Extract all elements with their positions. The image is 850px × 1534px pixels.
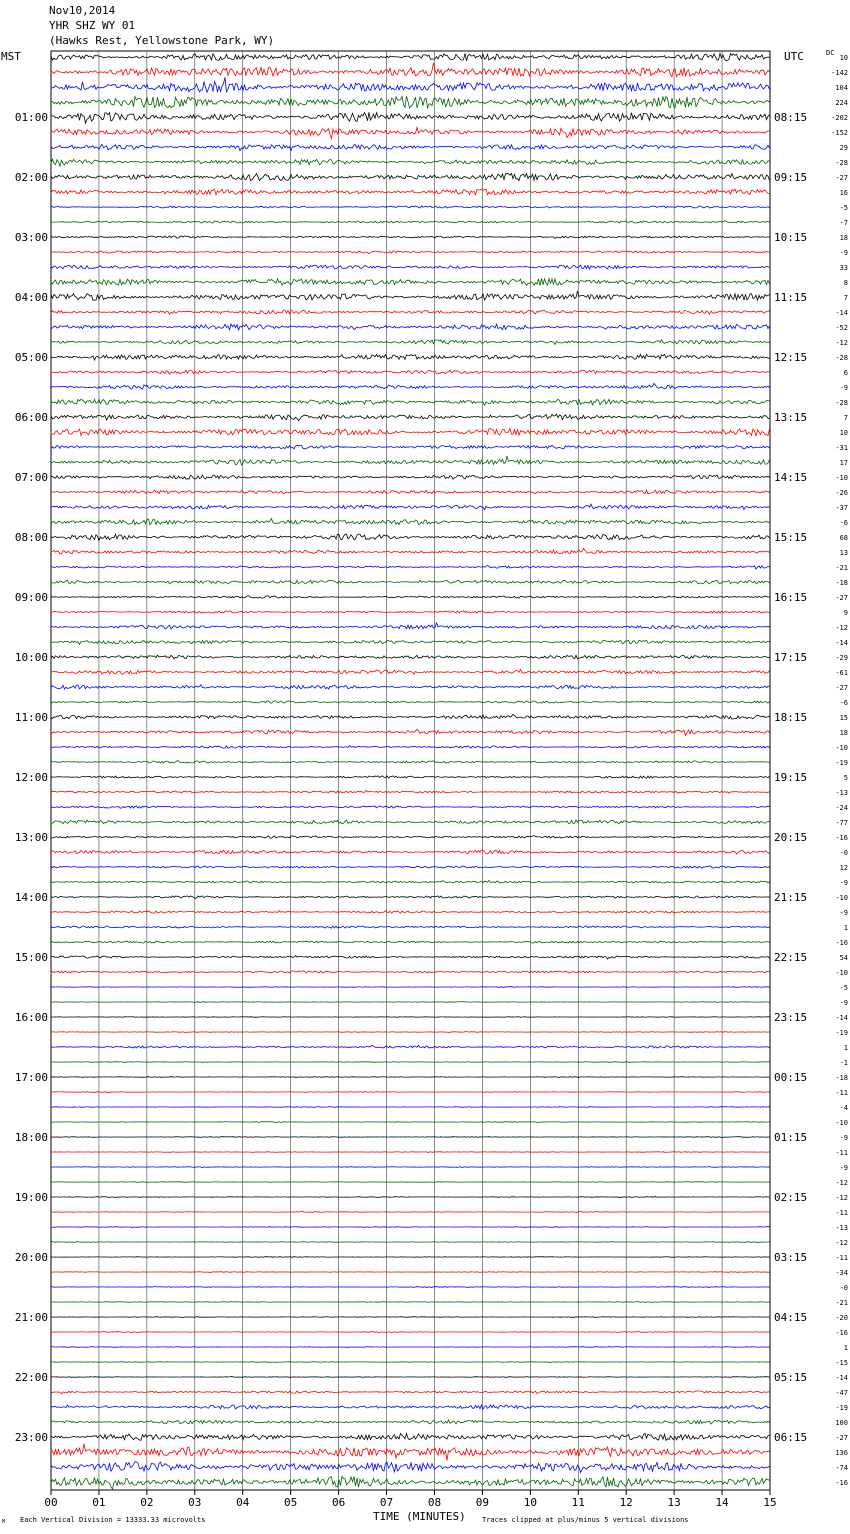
trace-row	[51, 1420, 770, 1424]
trace-row	[51, 1062, 770, 1063]
dc-offset-label: 104	[835, 84, 848, 92]
x-tick-label: 15	[763, 1496, 777, 1509]
dc-offset-label: -142	[831, 69, 848, 77]
mst-hour-label: 04:00	[14, 291, 48, 304]
utc-hour-label: 05:15	[774, 1371, 808, 1384]
mst-hour-label: 01:00	[14, 111, 48, 124]
trace-row	[51, 77, 770, 92]
trace-row	[51, 623, 770, 629]
trace-row	[51, 1182, 770, 1183]
dc-offset-label: -5	[839, 984, 848, 992]
trace-row	[51, 1197, 770, 1198]
station-location: (Hawks Rest, Yellowstone Park, WY)	[49, 34, 275, 47]
dc-offset-label: 18	[839, 729, 848, 737]
dc-offset-label: -37	[835, 504, 848, 512]
dc-offset-label: 54	[839, 954, 848, 962]
dc-offset-label: -202	[831, 114, 848, 122]
trace-row	[51, 456, 770, 465]
trace-row	[51, 701, 770, 703]
trace-row	[51, 127, 770, 138]
dc-offset-label: 16	[839, 189, 848, 197]
x-tick-label: 02	[140, 1496, 154, 1509]
dc-offset-label: -28	[835, 399, 848, 407]
dc-offset-label: 10	[839, 54, 848, 62]
dc-offset-label: -7	[839, 219, 848, 227]
x-tick-label: 00	[44, 1496, 58, 1509]
trace-row	[51, 1272, 770, 1273]
mst-axis-label: MST	[1, 50, 21, 63]
mst-hour-label: 18:00	[14, 1131, 48, 1144]
trace-row	[51, 144, 770, 150]
dc-offset-label: -12	[835, 624, 848, 632]
dc-offset-label: 136	[835, 1449, 848, 1457]
mst-hour-label: 02:00	[14, 171, 48, 184]
utc-hour-label: 19:15	[774, 771, 808, 784]
dc-offset-label: 1	[843, 1344, 848, 1352]
dc-offset-label: 13	[839, 549, 848, 557]
scale-note: Each Vertical Division = 13333.33 microvolts	[20, 1516, 206, 1524]
dc-offset-label: -10	[835, 744, 848, 752]
x-tick-label: 12	[619, 1496, 633, 1509]
dc-offset-label: -28	[835, 159, 848, 167]
trace-row	[51, 221, 770, 224]
dc-offset-label: -152	[831, 129, 848, 137]
trace-row	[51, 1377, 770, 1378]
mst-hour-label: 22:00	[14, 1371, 48, 1384]
trace-row	[51, 566, 770, 570]
trace-row	[51, 1077, 770, 1078]
dc-offset-label: -16	[835, 1329, 848, 1337]
trace-row	[51, 1107, 770, 1108]
dc-offset-label: -27	[835, 1434, 848, 1442]
trace-row	[51, 1122, 770, 1123]
utc-hour-label: 00:15	[774, 1071, 808, 1084]
dc-offset-label: -12	[835, 1194, 848, 1202]
trace-row	[51, 534, 770, 541]
trace-row	[51, 881, 770, 884]
dc-offset-label: -0	[839, 1284, 848, 1292]
mst-hour-label: 08:00	[14, 531, 48, 544]
trace-row	[51, 1462, 770, 1473]
dc-offset-label: -24	[835, 804, 848, 812]
dc-offset-label: -11	[835, 1254, 848, 1262]
trace-row	[51, 519, 770, 525]
dc-offset-label: 100	[835, 1419, 848, 1427]
dc-offset-label: -18	[835, 579, 848, 587]
trace-row	[51, 1002, 770, 1003]
trace-row	[51, 1362, 770, 1363]
dc-offset-label: 224	[835, 99, 848, 107]
utc-hour-label: 21:15	[774, 891, 808, 904]
dc-offset-label: -11	[835, 1209, 848, 1217]
station-channel: YHR SHZ WY 01	[49, 19, 136, 32]
trace-row	[51, 655, 770, 659]
trace-row	[51, 1444, 770, 1461]
trace-row	[51, 611, 770, 613]
trace-row	[51, 1137, 770, 1138]
mst-hour-label: 19:00	[14, 1191, 48, 1204]
x-tick-label: 09	[475, 1496, 490, 1509]
dc-offset-label: 29	[839, 144, 848, 152]
dc-offset-label: -28	[835, 354, 848, 362]
dc-offset-label: 12	[839, 864, 848, 872]
trace-row	[51, 383, 770, 389]
dc-offset-label: -5	[839, 204, 848, 212]
dc-offset-label: -13	[835, 1224, 848, 1232]
x-tick-label: 11	[571, 1496, 585, 1509]
dc-offset-label: 8	[843, 279, 848, 287]
utc-hour-label: 14:15	[774, 471, 808, 484]
utc-hour-label: 02:15	[774, 1191, 808, 1204]
dc-offset-label: -10	[835, 1119, 848, 1127]
dc-offset-label: -16	[835, 1479, 848, 1487]
dc-offset-label: -77	[835, 819, 848, 827]
dc-offset-label: 1	[843, 924, 848, 932]
dc-offset-label: 5	[843, 774, 848, 782]
trace-row	[51, 414, 770, 421]
dc-offset-label: 33	[839, 264, 848, 272]
dc-offset-label: -26	[835, 489, 848, 497]
dc-offset-label: 6	[843, 369, 848, 377]
mst-hour-label: 13:00	[14, 831, 48, 844]
x-tick-label: 06	[331, 1496, 346, 1509]
trace-row	[51, 836, 770, 838]
trace-row	[51, 1317, 770, 1318]
dc-offset-label: -6	[839, 519, 848, 527]
dc-offset-label: -16	[835, 834, 848, 842]
utc-hour-label: 16:15	[774, 591, 808, 604]
dc-offset-label: -6	[839, 699, 848, 707]
dc-offset-label: -19	[835, 1029, 848, 1037]
trace-row	[51, 850, 770, 854]
x-tick-label: 07	[379, 1496, 394, 1509]
x-tick-label: 05	[284, 1496, 298, 1509]
dc-offset-label: 7	[843, 294, 848, 302]
trace-row	[51, 971, 770, 973]
trace-row	[51, 429, 770, 436]
dc-offset-label: 10	[839, 429, 848, 437]
dc-offset-label: -19	[835, 759, 848, 767]
trace-row	[51, 548, 770, 553]
dc-offset-label: -1	[839, 1059, 848, 1067]
utc-hour-label: 18:15	[774, 711, 808, 724]
trace-row	[51, 1476, 770, 1489]
dc-offset-label: -52	[835, 324, 848, 332]
trace-row	[51, 1212, 770, 1213]
trace-row	[51, 1286, 770, 1287]
trace-row	[51, 1242, 770, 1243]
x-tick-label: 03	[188, 1496, 202, 1509]
utc-hour-label: 08:15	[774, 111, 808, 124]
utc-hour-label: 11:15	[774, 291, 808, 304]
utc-hour-label: 15:15	[774, 531, 808, 544]
dc-offset-label: -27	[835, 684, 848, 692]
utc-hour-label: 09:15	[774, 171, 808, 184]
trace-row	[51, 746, 770, 749]
utc-hour-label: 22:15	[774, 951, 808, 964]
trace-row	[51, 340, 770, 345]
dc-offset-label: -9	[839, 384, 848, 392]
trace-row	[51, 941, 770, 943]
trace-row	[51, 399, 770, 405]
dc-offset-label: -20	[835, 1314, 848, 1322]
trace-row	[51, 490, 770, 494]
dc-offset-label: -11	[835, 1149, 848, 1157]
trace-row	[51, 776, 770, 778]
dc-offset-label: -27	[835, 174, 848, 182]
dc-offset-label: -21	[835, 564, 848, 572]
trace-row	[51, 1045, 770, 1048]
utc-hour-label: 01:15	[774, 1131, 808, 1144]
station-date: Nov10,2014	[49, 4, 116, 17]
mst-hour-label: 07:00	[14, 471, 48, 484]
dc-offset-label: -74	[835, 1464, 848, 1472]
trace-row	[51, 596, 770, 598]
trace-row	[51, 173, 770, 180]
trace-row	[51, 761, 770, 763]
utc-axis-label: UTC	[784, 50, 804, 63]
x-tick-label: 01	[92, 1496, 106, 1509]
trace-row	[51, 206, 770, 208]
trace-row	[51, 896, 770, 898]
mst-hour-label: 06:00	[14, 411, 48, 424]
mst-hour-label: 09:00	[14, 591, 48, 604]
trace-row	[51, 1167, 770, 1168]
trace-row	[51, 580, 770, 584]
dc-offset-label: 17	[839, 459, 848, 467]
trace-row	[51, 370, 770, 374]
mst-hour-label: 15:00	[14, 951, 48, 964]
trace-row	[51, 806, 770, 808]
trace-row	[51, 1391, 770, 1394]
trace-row	[51, 866, 770, 868]
trace-row	[51, 354, 770, 360]
trace-row	[51, 53, 770, 60]
trace-row	[51, 911, 770, 914]
dc-offset-label: -10	[835, 969, 848, 977]
trace-row	[51, 1032, 770, 1033]
trace-row	[51, 1152, 770, 1153]
trace-row	[51, 926, 770, 928]
x-tick-label: 10	[523, 1496, 537, 1509]
dc-offset-label: -9	[839, 999, 848, 1007]
dc-offset-label: -10	[835, 474, 848, 482]
dc-label: DC	[826, 49, 835, 57]
trace-row	[51, 445, 770, 449]
trace-row	[51, 1257, 770, 1258]
trace-row	[51, 685, 770, 689]
x-tick-label: 13	[667, 1496, 681, 1509]
trace-row	[51, 640, 770, 644]
trace-row	[51, 475, 770, 479]
trace-row	[51, 324, 770, 330]
dc-offset-label: -9	[839, 249, 848, 257]
mst-hour-label: 16:00	[14, 1011, 48, 1024]
trace-row	[51, 504, 770, 510]
dc-offset-label: 9	[843, 609, 848, 617]
dc-offset-label: 7	[843, 414, 848, 422]
trace-row	[51, 236, 770, 239]
dc-offset-label: -21	[835, 1299, 848, 1307]
utc-hour-label: 06:15	[774, 1431, 808, 1444]
utc-hour-label: 13:15	[774, 411, 808, 424]
dc-offset-label: -10	[835, 894, 848, 902]
dc-offset-label: -18	[835, 1074, 848, 1082]
dc-offset-label: -13	[835, 789, 848, 797]
dc-offset-label: -9	[839, 1164, 848, 1172]
dc-offset-label: -47	[835, 1389, 848, 1397]
dc-offset-label: -19	[835, 1404, 848, 1412]
trace-row	[51, 987, 770, 988]
mst-hour-label: 21:00	[14, 1311, 48, 1324]
trace-row	[51, 729, 770, 735]
trace-row	[51, 1092, 770, 1093]
dc-offset-label: -61	[835, 669, 848, 677]
x-tick-label: 04	[236, 1496, 250, 1509]
dc-offset-label: -31	[835, 444, 848, 452]
trace-row	[51, 670, 770, 675]
dc-offset-label: -12	[835, 1239, 848, 1247]
dc-offset-label: -9	[839, 879, 848, 887]
mst-hour-label: 17:00	[14, 1071, 48, 1084]
trace-row	[51, 291, 770, 300]
x-tick-label: 14	[715, 1496, 729, 1509]
trace-row	[51, 251, 770, 254]
clip-note: Traces clipped at plus/minus 5 vertical divisions	[482, 1516, 689, 1524]
trace-row	[51, 820, 770, 824]
x-axis-label: TIME (MINUTES)	[373, 1510, 466, 1523]
trace-row	[51, 265, 770, 269]
trace-row	[51, 1302, 770, 1303]
dc-offset-label: -27	[835, 594, 848, 602]
dc-offset-label: -16	[835, 939, 848, 947]
dc-offset-label: -12	[835, 1179, 848, 1187]
trace-row	[51, 956, 770, 959]
trace-row	[51, 96, 770, 108]
dc-offset-label: -12	[835, 339, 848, 347]
trace-row	[51, 159, 770, 166]
dc-offset-label: 15	[839, 714, 848, 722]
dc-offset-label: 1	[843, 1044, 848, 1052]
trace-row	[51, 189, 770, 195]
footer-mark: M	[2, 1519, 6, 1525]
trace-row	[51, 1347, 770, 1348]
dc-offset-label: -29	[835, 654, 848, 662]
dc-offset-label: -34	[835, 1269, 848, 1277]
dc-offset-label: -0	[839, 849, 848, 857]
dc-offset-label: 68	[839, 534, 848, 542]
dc-offset-label: -9	[839, 909, 848, 917]
trace-row	[51, 310, 770, 314]
trace-row	[51, 1017, 770, 1018]
utc-hour-label: 20:15	[774, 831, 808, 844]
dc-offset-label: -14	[835, 309, 848, 317]
dc-offset-label: 18	[839, 234, 848, 242]
mst-hour-label: 10:00	[14, 651, 48, 664]
trace-row	[51, 112, 770, 123]
dc-offset-label: -14	[835, 1374, 848, 1382]
mst-hour-label: 20:00	[14, 1251, 48, 1264]
dc-offset-label: -9	[839, 1134, 848, 1142]
dc-offset-label: -4	[839, 1104, 848, 1112]
trace-row	[51, 1433, 770, 1440]
trace-row	[51, 278, 770, 285]
trace-row	[51, 714, 770, 719]
dc-offset-label: -15	[835, 1359, 848, 1367]
trace-row	[51, 1331, 770, 1332]
mst-hour-label: 14:00	[14, 891, 48, 904]
mst-hour-label: 03:00	[14, 231, 48, 244]
mst-hour-label: 23:00	[14, 1431, 48, 1444]
mst-hour-label: 12:00	[14, 771, 48, 784]
mst-hour-label: 11:00	[14, 711, 48, 724]
mst-hour-label: 05:00	[14, 351, 48, 364]
utc-hour-label: 10:15	[774, 231, 808, 244]
dc-offset-label: -14	[835, 1014, 848, 1022]
utc-hour-label: 17:15	[774, 651, 808, 664]
utc-hour-label: 04:15	[774, 1311, 808, 1324]
utc-hour-label: 03:15	[774, 1251, 808, 1264]
utc-hour-label: 23:15	[774, 1011, 808, 1024]
trace-row	[51, 1227, 770, 1228]
trace-row	[51, 790, 770, 793]
dc-offset-label: -14	[835, 639, 848, 647]
utc-hour-label: 12:15	[774, 351, 808, 364]
x-tick-label: 08	[427, 1496, 442, 1509]
trace-row	[51, 1405, 770, 1409]
trace-row	[51, 63, 770, 77]
dc-offset-label: -11	[835, 1089, 848, 1097]
